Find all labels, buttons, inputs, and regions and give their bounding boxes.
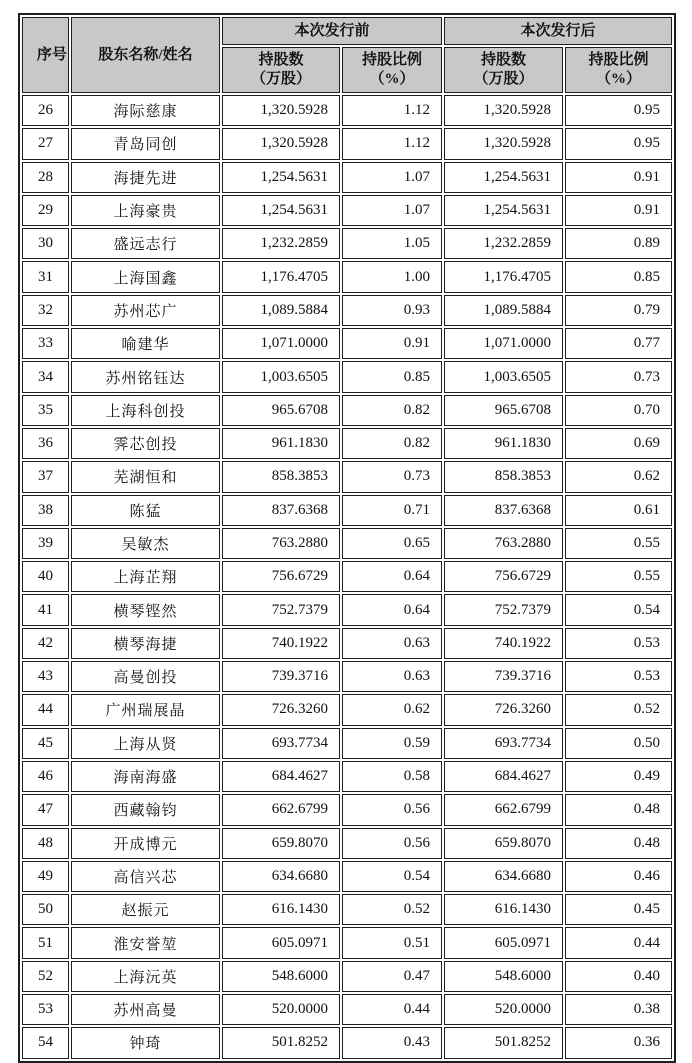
- cell-post-shares: 740.1922: [444, 628, 563, 659]
- cell-post-shares: 1,089.5884: [444, 295, 563, 326]
- cell-pre-pct: 1.07: [342, 195, 442, 226]
- header-cell-pre-pct: [342, 47, 442, 93]
- cell-row-number: 49: [22, 861, 69, 892]
- cell-pre-pct: 0.56: [342, 828, 442, 859]
- cell-pre-pct: 1.12: [342, 95, 442, 126]
- cell-pre-shares: 1,320.5928: [222, 95, 340, 126]
- cell-pre-shares: 693.7734: [222, 728, 340, 759]
- cell-row-number: 38: [22, 495, 69, 526]
- cell-post-pct: 0.48: [565, 794, 672, 825]
- table-row: [22, 628, 672, 659]
- cell-row-number: 34: [22, 361, 69, 392]
- table-row: [22, 728, 672, 759]
- cell-post-shares: 965.6708: [444, 395, 563, 426]
- header-cell-post-pct: [565, 47, 672, 93]
- cell-post-shares: 756.6729: [444, 561, 563, 592]
- cell-row-number: 50: [22, 894, 69, 925]
- pre-pct-unit: （%）: [369, 71, 415, 87]
- cell-post-shares: 961.1830: [444, 428, 563, 459]
- cell-pre-shares: 752.7379: [222, 594, 340, 625]
- cell-post-pct: 0.50: [565, 728, 672, 759]
- cell-post-pct: 0.46: [565, 861, 672, 892]
- cell-pre-shares: 740.1922: [222, 628, 340, 659]
- cell-pre-shares: 662.6799: [222, 794, 340, 825]
- cell-pre-shares: 739.3716: [222, 661, 340, 692]
- cell-row-number: 41: [22, 594, 69, 625]
- cell-pre-shares: 616.1430: [222, 894, 340, 925]
- cell-shareholder-name: 赵振元: [71, 894, 220, 925]
- cell-post-shares: 1,254.5631: [444, 162, 563, 193]
- cell-pre-shares: 548.6000: [222, 961, 340, 992]
- cell-shareholder-name: 芜湖恒和: [71, 461, 220, 492]
- cell-pre-shares: 1,254.5631: [222, 195, 340, 226]
- cell-shareholder-name: 青岛同创: [71, 128, 220, 159]
- cell-shareholder-name: 盛远志行: [71, 228, 220, 259]
- cell-row-number: 36: [22, 428, 69, 459]
- cell-row-number: 45: [22, 728, 69, 759]
- table-row: [22, 295, 672, 326]
- cell-post-pct: 0.55: [565, 561, 672, 592]
- cell-pre-shares: 726.3260: [222, 694, 340, 725]
- table-row: [22, 661, 672, 692]
- table-row: [22, 761, 672, 792]
- cell-row-number: 37: [22, 461, 69, 492]
- cell-pre-shares: 1,089.5884: [222, 295, 340, 326]
- header-cell-post-shares: [444, 47, 563, 93]
- cell-pre-shares: 684.4627: [222, 761, 340, 792]
- cell-post-pct: 0.91: [565, 162, 672, 193]
- cell-pre-shares: 763.2880: [222, 528, 340, 559]
- cell-post-shares: 858.3853: [444, 461, 563, 492]
- cell-row-number: 27: [22, 128, 69, 159]
- table-row: [22, 428, 672, 459]
- cell-pre-pct: 0.73: [342, 461, 442, 492]
- table-row: [22, 994, 672, 1025]
- cell-row-number: 39: [22, 528, 69, 559]
- table-row: [22, 961, 672, 992]
- cell-shareholder-name: 横琴海捷: [71, 628, 220, 659]
- cell-shareholder-name: 西藏翰钧: [71, 794, 220, 825]
- cell-post-shares: 616.1430: [444, 894, 563, 925]
- cell-shareholder-name: 苏州铭钰达: [71, 361, 220, 392]
- cell-post-pct: 0.53: [565, 661, 672, 692]
- cell-post-shares: 752.7379: [444, 594, 563, 625]
- cell-post-pct: 0.70: [565, 395, 672, 426]
- cell-pre-pct: 0.52: [342, 894, 442, 925]
- cell-pre-pct: 1.00: [342, 261, 442, 292]
- table-body: [22, 95, 672, 1059]
- cell-pre-pct: 1.05: [342, 228, 442, 259]
- cell-row-number: 40: [22, 561, 69, 592]
- cell-pre-pct: 0.64: [342, 561, 442, 592]
- cell-row-number: 32: [22, 295, 69, 326]
- header-row-groups: [22, 17, 672, 45]
- cell-post-pct: 0.53: [565, 628, 672, 659]
- post-shares-unit: （万股）: [473, 71, 534, 87]
- cell-pre-pct: 0.63: [342, 661, 442, 692]
- cell-post-shares: 1,320.5928: [444, 95, 563, 126]
- cell-post-shares: 501.8252: [444, 1027, 563, 1058]
- cell-row-number: 53: [22, 994, 69, 1025]
- cell-row-number: 28: [22, 162, 69, 193]
- cell-pre-pct: 0.58: [342, 761, 442, 792]
- cell-post-shares: 605.0971: [444, 927, 563, 958]
- cell-shareholder-name: 海南海盛: [71, 761, 220, 792]
- cell-shareholder-name: 广州瑞展晶: [71, 694, 220, 725]
- cell-row-number: 48: [22, 828, 69, 859]
- cell-pre-shares: 1,232.2859: [222, 228, 340, 259]
- table-row: [22, 495, 672, 526]
- cell-post-pct: 0.61: [565, 495, 672, 526]
- header-cell-index: [22, 17, 69, 93]
- cell-post-pct: 0.89: [565, 228, 672, 259]
- table-row: [22, 128, 672, 159]
- cell-shareholder-name: 高曼创投: [71, 661, 220, 692]
- cell-post-pct: 0.91: [565, 195, 672, 226]
- cell-shareholder-name: 高信兴芯: [71, 861, 220, 892]
- cell-shareholder-name: 上海豪贵: [71, 195, 220, 226]
- cell-shareholder-name: 上海国鑫: [71, 261, 220, 292]
- cell-post-pct: 0.95: [565, 95, 672, 126]
- cell-shareholder-name: 陈猛: [71, 495, 220, 526]
- cell-shareholder-name: 苏州高曼: [71, 994, 220, 1025]
- cell-pre-shares: 1,003.6505: [222, 361, 340, 392]
- cell-post-pct: 0.52: [565, 694, 672, 725]
- cell-post-shares: 739.3716: [444, 661, 563, 692]
- cell-post-pct: 0.77: [565, 328, 672, 359]
- cell-pre-pct: 0.56: [342, 794, 442, 825]
- cell-pre-shares: 837.6368: [222, 495, 340, 526]
- cell-post-pct: 0.73: [565, 361, 672, 392]
- table-row: [22, 162, 672, 193]
- table-row: [22, 861, 672, 892]
- cell-row-number: 43: [22, 661, 69, 692]
- cell-post-shares: 662.6799: [444, 794, 563, 825]
- cell-row-number: 54: [22, 1027, 69, 1058]
- pre-shares-unit: （万股）: [250, 71, 311, 87]
- header-cell-pre-shares: [222, 47, 340, 93]
- table-row: [22, 594, 672, 625]
- cell-shareholder-name: 喻建华: [71, 328, 220, 359]
- cell-pre-pct: 0.62: [342, 694, 442, 725]
- cell-row-number: 35: [22, 395, 69, 426]
- table-header: [22, 17, 672, 93]
- cell-shareholder-name: 开成博元: [71, 828, 220, 859]
- shareholder-table: [18, 13, 676, 1063]
- cell-pre-pct: 0.65: [342, 528, 442, 559]
- cell-post-shares: 693.7734: [444, 728, 563, 759]
- cell-row-number: 29: [22, 195, 69, 226]
- cell-post-pct: 0.38: [565, 994, 672, 1025]
- header-group-post-issuance: [444, 17, 672, 45]
- cell-shareholder-name: 上海芷翔: [71, 561, 220, 592]
- cell-row-number: 44: [22, 694, 69, 725]
- cell-row-number: 31: [22, 261, 69, 292]
- header-group-pre-label: 本次发行前: [294, 22, 370, 39]
- post-pct-label: 持股比例: [588, 52, 649, 69]
- cell-post-shares: 1,176.4705: [444, 261, 563, 292]
- cell-post-shares: 763.2880: [444, 528, 563, 559]
- cell-pre-pct: 0.54: [342, 861, 442, 892]
- cell-shareholder-name: 上海从贤: [71, 728, 220, 759]
- pre-shares-label: 持股数: [258, 52, 304, 69]
- post-shares-label: 持股数: [481, 52, 527, 69]
- cell-post-pct: 0.79: [565, 295, 672, 326]
- header-group-post-label: 本次发行后: [520, 22, 596, 39]
- cell-shareholder-name: 横琴铿然: [71, 594, 220, 625]
- cell-pre-shares: 520.0000: [222, 994, 340, 1025]
- cell-shareholder-name: 海捷先进: [71, 162, 220, 193]
- table-row: [22, 361, 672, 392]
- cell-pre-pct: 0.47: [342, 961, 442, 992]
- cell-pre-shares: 605.0971: [222, 927, 340, 958]
- cell-pre-pct: 0.44: [342, 994, 442, 1025]
- cell-post-shares: 837.6368: [444, 495, 563, 526]
- table-row: [22, 927, 672, 958]
- cell-row-number: 46: [22, 761, 69, 792]
- document-page: [0, 13, 692, 1053]
- cell-post-pct: 0.95: [565, 128, 672, 159]
- cell-shareholder-name: 上海沅英: [71, 961, 220, 992]
- table-row: [22, 195, 672, 226]
- cell-post-shares: 520.0000: [444, 994, 563, 1025]
- cell-pre-pct: 0.59: [342, 728, 442, 759]
- cell-pre-pct: 0.43: [342, 1027, 442, 1058]
- cell-pre-shares: 961.1830: [222, 428, 340, 459]
- cell-pre-shares: 634.6680: [222, 861, 340, 892]
- cell-post-shares: 1,003.6505: [444, 361, 563, 392]
- cell-pre-pct: 0.85: [342, 361, 442, 392]
- cell-pre-pct: 0.64: [342, 594, 442, 625]
- cell-shareholder-name: 淮安誉堃: [71, 927, 220, 958]
- cell-shareholder-name: 吴敏杰: [71, 528, 220, 559]
- cell-shareholder-name: 钟琦: [71, 1027, 220, 1058]
- header-group-pre-issuance: [222, 17, 442, 45]
- cell-pre-pct: 1.12: [342, 128, 442, 159]
- cell-post-pct: 0.85: [565, 261, 672, 292]
- cell-post-shares: 548.6000: [444, 961, 563, 992]
- cell-pre-pct: 0.63: [342, 628, 442, 659]
- cell-row-number: 42: [22, 628, 69, 659]
- cell-row-number: 26: [22, 95, 69, 126]
- table-row: [22, 694, 672, 725]
- table-row: [22, 395, 672, 426]
- cell-pre-pct: 0.82: [342, 428, 442, 459]
- cell-post-pct: 0.49: [565, 761, 672, 792]
- cell-pre-pct: 0.91: [342, 328, 442, 359]
- cell-pre-shares: 659.8070: [222, 828, 340, 859]
- table-row: [22, 561, 672, 592]
- cell-shareholder-name: 海际慈康: [71, 95, 220, 126]
- header-cell-shareholder-name: [71, 17, 220, 93]
- cell-pre-pct: 0.93: [342, 295, 442, 326]
- table-row: [22, 894, 672, 925]
- cell-post-pct: 0.36: [565, 1027, 672, 1058]
- cell-pre-shares: 858.3853: [222, 461, 340, 492]
- cell-pre-shares: 1,320.5928: [222, 128, 340, 159]
- cell-post-shares: 1,071.0000: [444, 328, 563, 359]
- table-row: [22, 228, 672, 259]
- header-name-label: 股东名称/姓名: [98, 46, 193, 63]
- table-row: [22, 261, 672, 292]
- table-row: [22, 794, 672, 825]
- cell-row-number: 47: [22, 794, 69, 825]
- cell-pre-shares: 756.6729: [222, 561, 340, 592]
- table-row: [22, 461, 672, 492]
- table-row: [22, 828, 672, 859]
- cell-post-pct: 0.62: [565, 461, 672, 492]
- cell-post-shares: 634.6680: [444, 861, 563, 892]
- table-row: [22, 1027, 672, 1058]
- cell-pre-pct: 1.07: [342, 162, 442, 193]
- cell-post-pct: 0.44: [565, 927, 672, 958]
- cell-shareholder-name: 上海科创投: [71, 395, 220, 426]
- cell-pre-shares: 1,071.0000: [222, 328, 340, 359]
- header-index-label: 序号: [36, 46, 67, 63]
- cell-post-pct: 0.55: [565, 528, 672, 559]
- cell-shareholder-name: 霁芯创投: [71, 428, 220, 459]
- table-row: [22, 528, 672, 559]
- cell-post-pct: 0.69: [565, 428, 672, 459]
- cell-pre-pct: 0.51: [342, 927, 442, 958]
- cell-pre-pct: 0.82: [342, 395, 442, 426]
- cell-row-number: 33: [22, 328, 69, 359]
- cell-row-number: 30: [22, 228, 69, 259]
- pre-pct-label: 持股比例: [362, 52, 423, 69]
- cell-pre-shares: 501.8252: [222, 1027, 340, 1058]
- table-row: [22, 328, 672, 359]
- cell-pre-shares: 965.6708: [222, 395, 340, 426]
- cell-post-pct: 0.48: [565, 828, 672, 859]
- cell-post-shares: 1,320.5928: [444, 128, 563, 159]
- cell-post-pct: 0.40: [565, 961, 672, 992]
- cell-row-number: 52: [22, 961, 69, 992]
- cell-pre-shares: 1,254.5631: [222, 162, 340, 193]
- cell-post-shares: 1,254.5631: [444, 195, 563, 226]
- cell-post-shares: 684.4627: [444, 761, 563, 792]
- cell-pre-pct: 0.71: [342, 495, 442, 526]
- table-row: [22, 95, 672, 126]
- cell-shareholder-name: 苏州芯广: [71, 295, 220, 326]
- cell-row-number: 51: [22, 927, 69, 958]
- cell-post-shares: 659.8070: [444, 828, 563, 859]
- cell-post-shares: 1,232.2859: [444, 228, 563, 259]
- cell-pre-shares: 1,176.4705: [222, 261, 340, 292]
- post-pct-unit: （%）: [596, 71, 642, 87]
- cell-post-pct: 0.54: [565, 594, 672, 625]
- cell-post-pct: 0.45: [565, 894, 672, 925]
- cell-post-shares: 726.3260: [444, 694, 563, 725]
